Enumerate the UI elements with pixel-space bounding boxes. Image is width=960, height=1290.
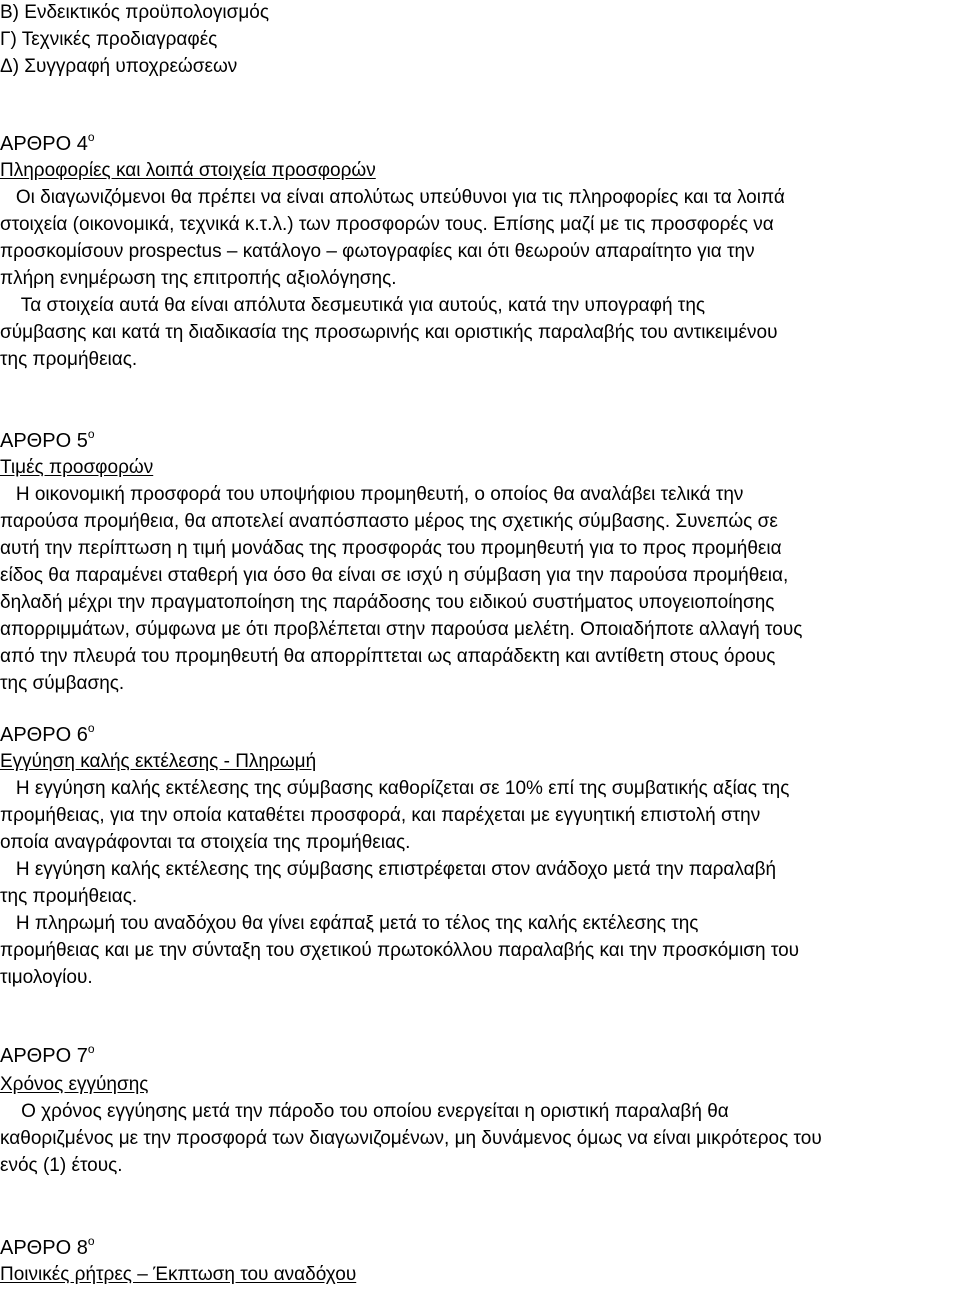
article-4-title: ΑΡΘΡΟ $4^o$ xyxy=(0,130,95,155)
paragraph-line: της προμήθειας. xyxy=(0,886,138,907)
paragraph-line: Η εγγύηση καλής εκτέλεσης της σύμβασης επιστρέφεται στον ανάδοχο μετά την παραλαβή xyxy=(0,859,777,880)
paragraph-line: από την πλευρά του προμηθευτή θα απορρίπτεται ως απαράδεκτη και αντίθετη στους όρους xyxy=(0,646,776,667)
paragraph-line: της προμήθειας. xyxy=(0,349,138,370)
paragraph-line: οποία αναγράφονται τα στοιχεία της προμήθειας. xyxy=(0,832,411,853)
paragraph-line: πλήρη ενημέρωση της επιτροπής αξιολόγησης. xyxy=(0,268,397,289)
paragraph-line: Ο χρόνος εγγύησης μετά την πάροδο του οποίου ενεργείται η οριστική παραλαβή θα xyxy=(0,1101,729,1122)
article-4-heading: Πληροφορίες και λοιπά στοιχεία προσφορών xyxy=(0,160,376,181)
paragraph-line: Οι διαγωνιζόμενοι θα πρέπει να είναι απολύτως υπεύθυνοι για τις πληροφορίες και τα λοιπά xyxy=(0,187,785,208)
paragraph-line: σύμβασης και κατά τη διαδικασία της προσωρινής και οριστικής παραλαβής του αντικειμένου xyxy=(0,322,778,343)
paragraph-line: παρούσα προμήθεια, θα αποτελεί αναπόσπαστο μέρος της σχετικής σύμβασης. Συνεπώς σε xyxy=(0,511,778,532)
paragraph-line: τιμολογίου. xyxy=(0,967,93,988)
paragraph-line: Η εγγύηση καλής εκτέλεσης της σύμβασης καθορίζεται σε 10% επί της συμβατικής αξίας της xyxy=(0,778,790,799)
article-6-title: ΑΡΘΡΟ $6^o$ xyxy=(0,721,95,746)
article-5-heading: Τιμές προσφορών xyxy=(0,457,154,478)
paragraph-line: της σύμβασης. xyxy=(0,673,125,694)
paragraph-line: Η οικονομική προσφορά του υποψήφιου προμηθευτή, ο οποίος θα αναλάβει τελικά την xyxy=(0,484,744,505)
paragraph-line: ενός (1) έτους. xyxy=(0,1155,123,1176)
article-8-title: ΑΡΘΡΟ $8^o$ xyxy=(0,1234,95,1259)
paragraph-line: Η πληρωμή του αναδόχου θα γίνει εφάπαξ μετά το τέλος της καλής εκτέλεσης της xyxy=(0,913,699,934)
paragraph-line: απορριμμάτων, σύμφωνα με ότι προβλέπεται στην παρούσα μελέτη. Οποιαδήποτε αλλαγή τους xyxy=(0,619,803,640)
paragraph-line: προμήθειας και με την σύνταξη του σχετικού πρωτοκόλλου παραλαβής και την προσκόμιση του xyxy=(0,940,800,961)
paragraph-line: καθοριζμένος με την προσφορά των διαγωνιζομένων, μη δυνάμενος όμως να είναι μικρότερος του xyxy=(0,1128,822,1149)
paragraph-line: είδος θα παραμένει σταθερή για όσο θα είναι σε ισχύ η σύμβαση για την παρούσα προμήθεια, xyxy=(0,565,789,586)
article-5-title: ΑΡΘΡΟ $5^o$ xyxy=(0,427,95,452)
list-item: Β) Ενδεικτικός προϋπολογισμός xyxy=(0,2,270,23)
paragraph-line: αυτή την περίπτωση η τιμή μονάδας της προσφοράς του προμηθευτή για το προς προμήθεια xyxy=(0,538,782,559)
paragraph-line: στοιχεία (οικονομικά, τεχνικά κ.τ.λ.) των προσφορών τους. Επίσης μαζί με τις προσφορές να xyxy=(0,214,774,235)
paragraph-line: δηλαδή μέχρι την πραγματοποίηση της παράδοσης του ειδικού συστήματος υπογειοποίησης xyxy=(0,592,775,613)
paragraph-line: προσκομίσουν prospectus – κατάλογο – φωτογραφίες και ότι θεωρούν απαραίτητο για την xyxy=(0,241,755,262)
article-7-title: ΑΡΘΡΟ $7^o$ xyxy=(0,1042,95,1067)
article-6-heading: Εγγύηση καλής εκτέλεσης - Πληρωμή xyxy=(0,751,317,772)
article-7-heading: Χρόνος εγγύησης xyxy=(0,1074,149,1095)
paragraph-line: Τα στοιχεία αυτά θα είναι απόλυτα δεσμευτικά για αυτούς, κατά την υπογραφή της xyxy=(0,295,706,316)
article-8-heading: Ποινικές ρήτρες – Έκπτωση του αναδόχου xyxy=(0,1264,357,1285)
list-item: Δ) Συγγραφή υποχρεώσεων xyxy=(0,56,238,77)
list-item: Γ) Τεχνικές προδιαγραφές xyxy=(0,29,218,50)
paragraph-line: προμήθειας, για την οποία καταθέτει προσφορά, και παρέχεται με εγγυητική επιστολή στην xyxy=(0,805,761,826)
